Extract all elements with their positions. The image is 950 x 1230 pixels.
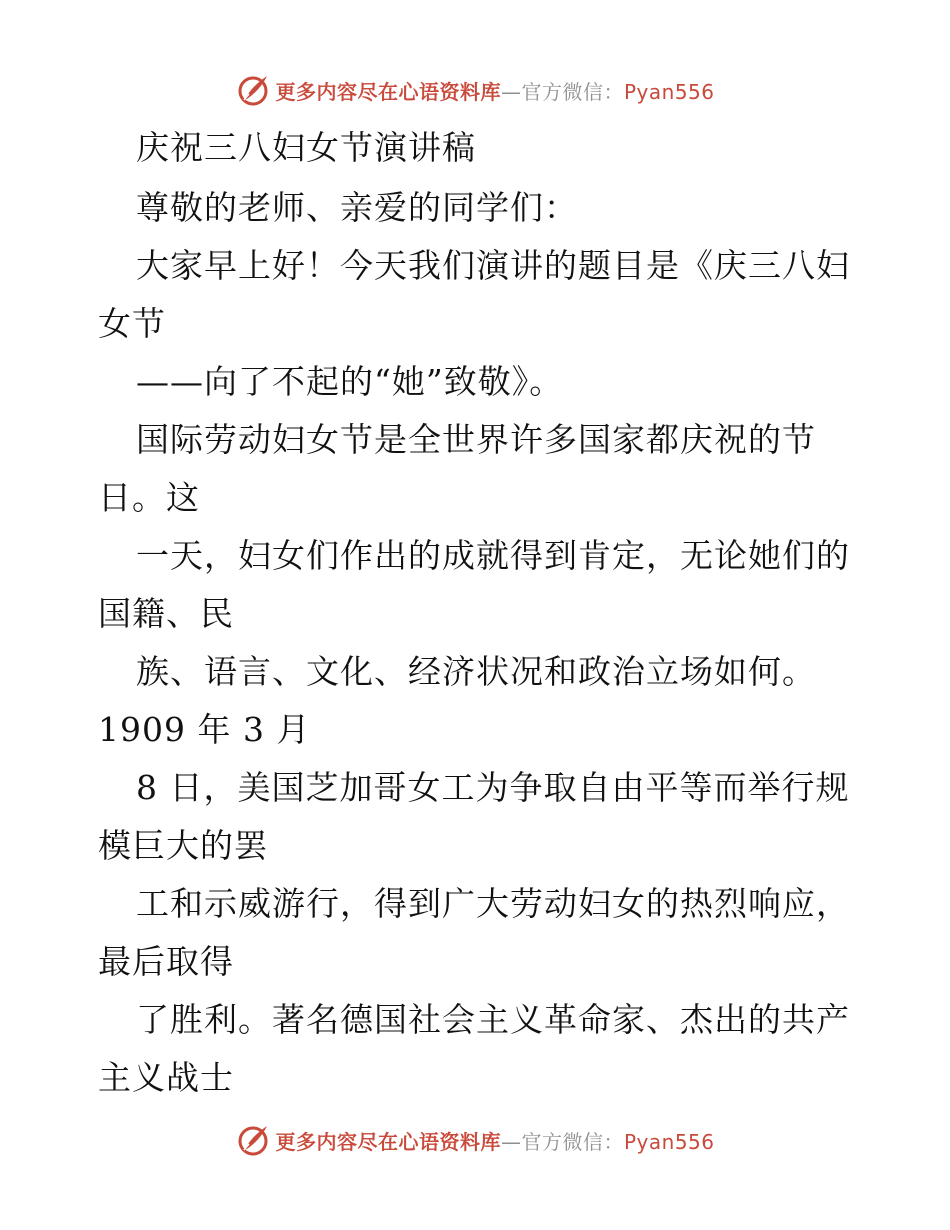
paragraph-line: 女节: [98, 304, 166, 343]
banner-text: [275, 76, 714, 105]
banner-title: 更多内容尽在心语资料库: [275, 1129, 501, 1154]
paragraph-line: 国籍、民: [98, 594, 234, 633]
banner-wechat-label: —官方微信：: [500, 79, 624, 104]
footer-banner: [0, 1118, 950, 1162]
document-title: 庆祝三八妇女节演讲稿: [136, 128, 476, 167]
banner-wechat-label: —官方微信：: [500, 1129, 624, 1154]
paragraph-line: 日。这: [98, 478, 200, 517]
paragraph-line: 一天，妇女们作出的成就得到肯定，无论她们的: [136, 536, 850, 575]
banner-wechat-id: Pyan556: [623, 1129, 715, 1154]
banner-wechat-id: Pyan556: [623, 79, 715, 104]
paragraph-line: 模巨大的罢: [98, 826, 268, 865]
paragraph-line: 主义战士: [98, 1058, 234, 1097]
paragraph-line: 大家早上好！今天我们演讲的题目是《庆三八妇: [136, 246, 850, 285]
banner-text: [275, 1126, 714, 1155]
salutation: 尊敬的老师、亲爱的同学们：: [136, 188, 578, 227]
quill-pen-logo-icon: [235, 1122, 271, 1158]
paragraph-line: ——向了不起的“她”致敬》。: [136, 362, 564, 401]
paragraph-line: 工和示威游行，得到广大劳动妇女的热烈响应，: [136, 884, 850, 923]
paragraph-line: 1909 年 3 月: [98, 710, 311, 749]
banner-title: 更多内容尽在心语资料库: [275, 79, 501, 104]
paragraph-line: 8 日，美国芝加哥女工为争取自由平等而举行规: [136, 768, 850, 807]
paragraph-line: 了胜利。著名德国社会主义革命家、杰出的共产: [136, 1000, 850, 1039]
paragraph-line: 最后取得: [98, 942, 234, 981]
header-banner: [0, 68, 950, 112]
paragraph-line: 族、语言、文化、经济状况和政治立场如何。: [136, 652, 816, 691]
paragraph-line: 国际劳动妇女节是全世界许多国家都庆祝的节: [136, 420, 816, 459]
quill-pen-logo-icon: [235, 72, 271, 108]
